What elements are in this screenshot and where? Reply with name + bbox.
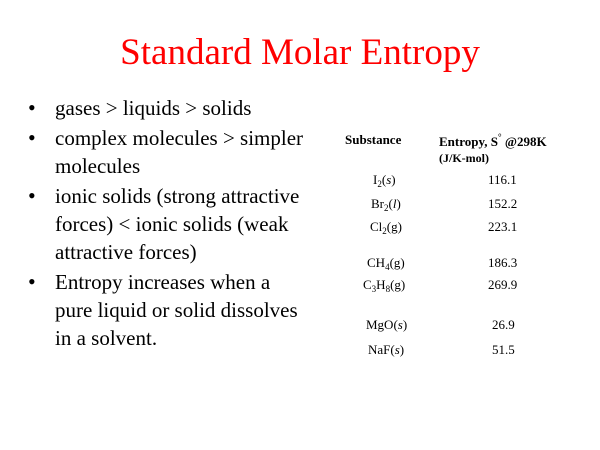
substance-naf: NaF(s) <box>368 342 405 357</box>
bullet-dot: • <box>28 125 36 150</box>
entropy-value: 269.9 <box>488 277 518 292</box>
entropy-value: 26.9 <box>492 317 515 332</box>
entropy-value: 223.1 <box>488 219 518 234</box>
bullet-text: gases > liquids > solids <box>55 96 252 120</box>
bullet-text: ionic solids (strong attractive forces) < ionic solids (weak attractive forces) <box>55 184 300 264</box>
bullet-text: complex molecules > simpler molecules <box>55 126 304 178</box>
substance-i2: $I_2(s)$ <box>373 172 396 189</box>
entropy-value: 51.5 <box>492 342 515 357</box>
bullet-dot: • <box>28 95 36 120</box>
substance-c3h8: $C_3H_8(g)$ <box>363 277 406 294</box>
header-units: (J/K-mol) <box>439 151 489 165</box>
header-entropy <box>439 132 547 150</box>
substance-br2: $Br_2(l)$ <box>371 196 401 213</box>
substance-cl2: $Cl_2(g)$ <box>370 219 402 236</box>
bullet-dot: • <box>28 269 36 294</box>
bullet-dot: • <box>28 183 36 208</box>
entropy-table <box>0 130 600 370</box>
substance-mgo: MgO(s) <box>366 317 408 332</box>
entropy-value: 116.1 <box>488 172 517 187</box>
header-entropy-suffix: @298K <box>501 134 547 149</box>
degree-symbol: ° <box>498 132 502 142</box>
slide-title: Standard Molar Entropy <box>120 32 480 73</box>
header-substance: Substance <box>345 132 402 147</box>
entropy-value: 186.3 <box>488 255 518 270</box>
bullet-item <box>28 94 308 122</box>
header-entropy-prefix: Entropy, S <box>439 134 499 149</box>
substance-ch4: $CH_4(g)$ <box>367 255 405 272</box>
bullet-text: Entropy increases when a pure liquid or solid dissolves in a solvent. <box>55 270 298 350</box>
entropy-value: 152.2 <box>488 196 518 211</box>
